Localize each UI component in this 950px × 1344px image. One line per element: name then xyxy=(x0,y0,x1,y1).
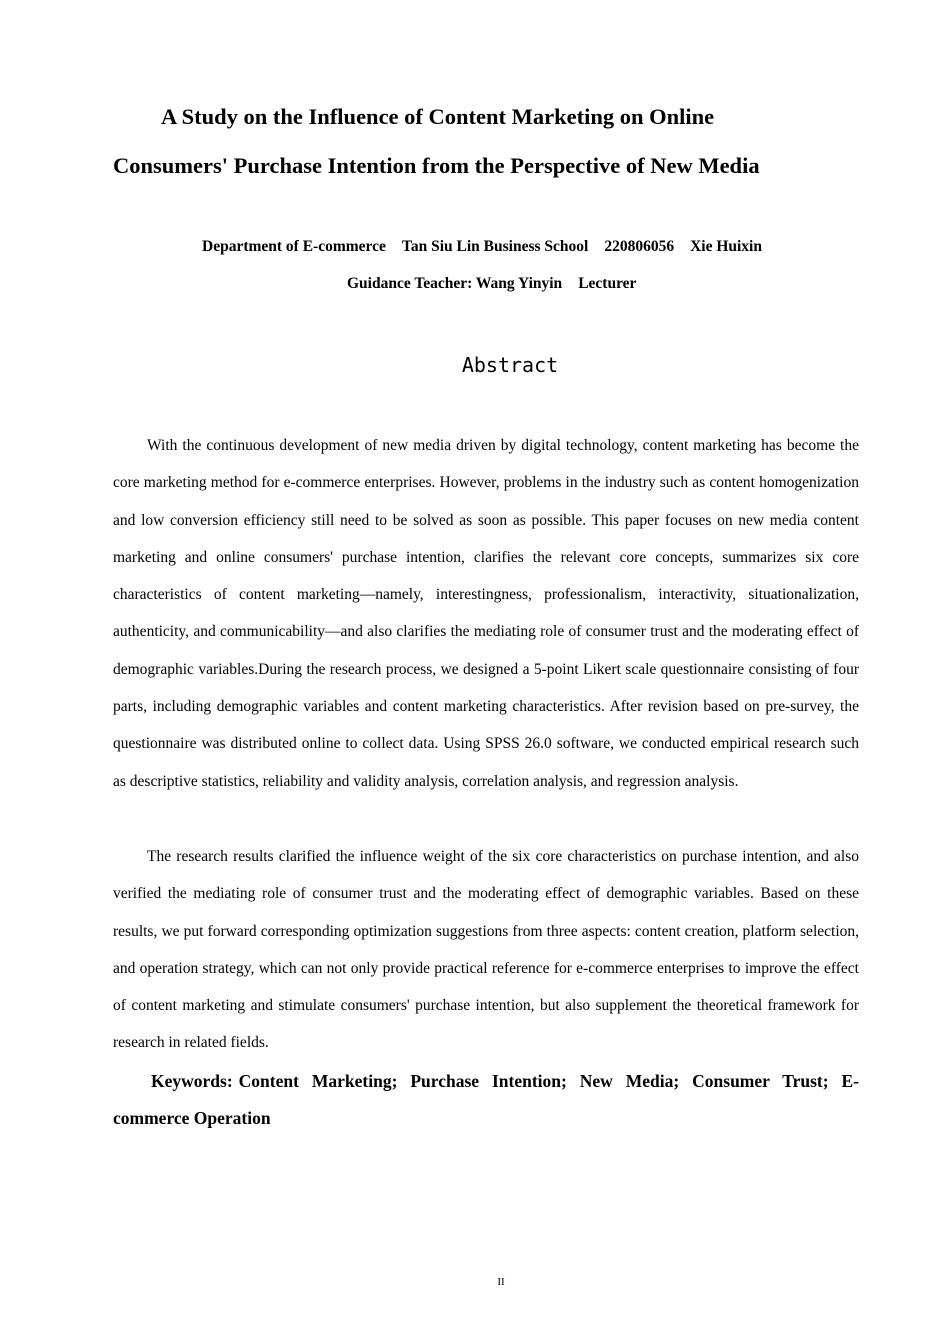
abstract-paragraph-2: The research results clarified the influence weight of the six core characteristics on purchase intention, and also verified the mediating role of consumer trust and the moderating effect of demographic variables. Based on these results, we put forward corresponding optimization suggestions from three aspects: content creation, platform selection, and operation strategy, which can not only provide practical reference for e-commerce enterprises to improve the effect of content marketing and stimulate consumers' purchase intention, but also supplement the theoretical framework for research in related fields. xyxy=(113,848,859,1052)
abstract-paragraph-2-container xyxy=(113,838,859,1062)
abstract-paragraph-1: With the continuous development of new media driven by digital technology, content marketing has become the core marketing method for e-commerce enterprises. However, problems in the industry such as content homogenization and low conversion efficiency still need to be solved as soon as possible. This paper focuses on new media content marketing and online consumers' purchase intention, clarifies the relevant core concepts, summarizes six core characteristics of content marketing—namely, interestingness, professionalism, interactivity, situationalization, authenticity, and communicability—and also clarifies the mediating role of consumer trust and the moderating effect of demographic variables.During the research process, we designed a 5-point Likert scale questionnaire consisting of four parts, including demographic variables and content marketing characteristics. After revision based on pre-survey, the questionnaire was distributed online to collect data. Using SPSS 26.0 software, we conducted empirical research such as descriptive statistics, reliability and validity analysis, correlation analysis, and regression analysis. xyxy=(113,437,859,790)
student-id: 220806056 xyxy=(604,238,675,255)
paper-title-line-1: A Study on the Influence of Content Marketing on Online xyxy=(161,104,715,129)
author-name: Xie Huixin xyxy=(690,238,762,255)
paper-title-line-2: Consumers' Purchase Intention from the Perspective of New Media xyxy=(113,153,760,178)
teacher-title: Lecturer xyxy=(578,275,637,292)
department: Department of E-commerce xyxy=(202,238,386,255)
page-number: II xyxy=(497,1276,505,1288)
guidance-info xyxy=(347,274,636,294)
school: Tan Siu Lin Business School xyxy=(401,238,589,255)
keywords-text: Content Marketing; Purchase Intention; New Media; Consumer Trust; E-commerce Operation xyxy=(113,1071,859,1128)
abstract-paragraph-1-container xyxy=(113,427,859,800)
keywords xyxy=(113,1063,859,1137)
abstract-heading: Abstract xyxy=(461,353,559,377)
author-info xyxy=(202,237,762,257)
guidance-teacher: Guidance Teacher: Wang Yinyin xyxy=(347,275,563,292)
keywords-label: Keywords: xyxy=(151,1071,233,1091)
